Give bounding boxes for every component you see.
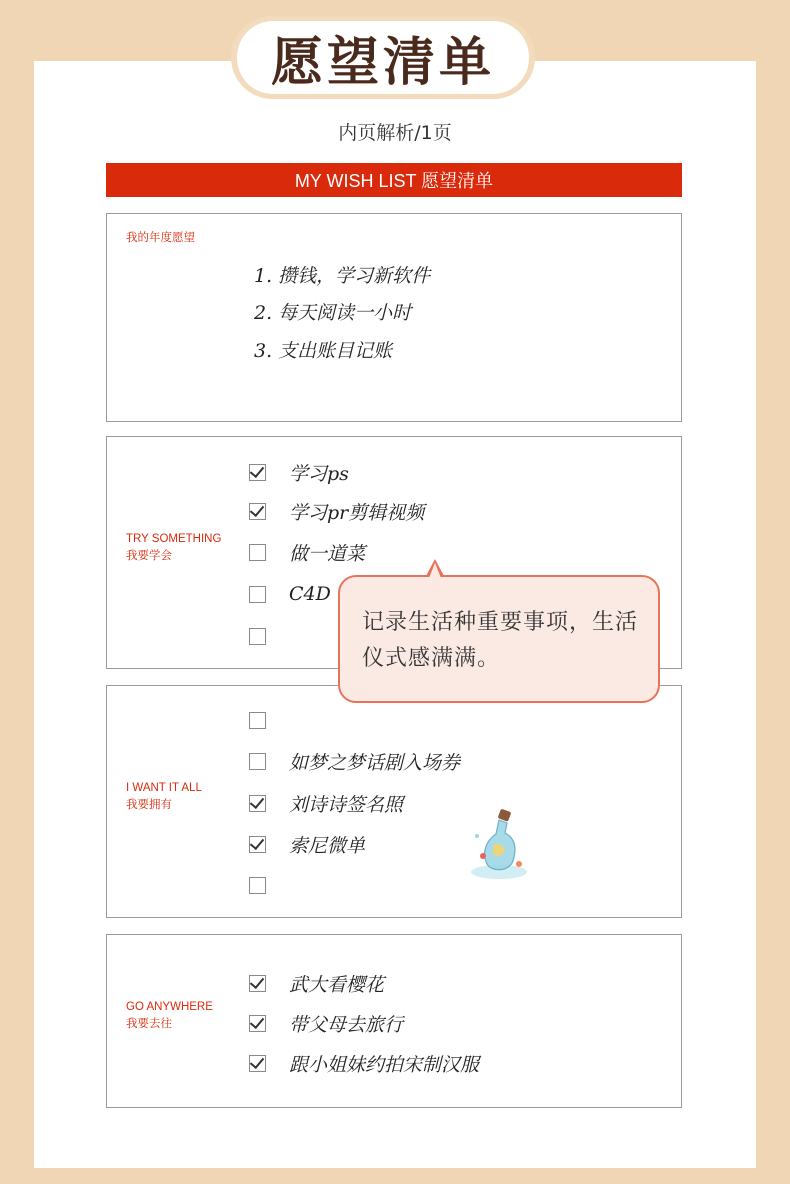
checkbox[interactable]	[249, 586, 266, 603]
section-label-en: GO ANYWHERE	[126, 1001, 213, 1013]
section-label	[126, 230, 195, 247]
checklist-item[interactable]	[249, 833, 365, 855]
checkbox[interactable]	[249, 836, 266, 853]
page-title: 愿望清单	[270, 33, 495, 93]
check-icon	[250, 501, 264, 516]
checkbox[interactable]	[249, 975, 266, 992]
section-label	[126, 999, 213, 1033]
check-icon	[250, 462, 264, 477]
check-icon	[250, 1013, 264, 1028]
checklist-item[interactable]	[249, 1052, 479, 1074]
checkbox[interactable]	[249, 544, 266, 561]
checklist-item[interactable]	[249, 500, 424, 522]
checkbox[interactable]	[249, 628, 266, 645]
item-text: 武大看樱花	[289, 973, 385, 996]
section-label-en: I WANT IT ALL	[126, 782, 202, 794]
section-label-cn: 我要去往	[126, 1018, 172, 1030]
title-badge	[231, 16, 535, 99]
wish-line: 1. 攒钱，学习新软件	[254, 265, 431, 287]
checkbox[interactable]	[249, 753, 266, 770]
section-label-en: TRY SOMETHING	[126, 533, 222, 545]
glass-bottle-icon	[469, 806, 531, 882]
page-subtitle: 内页解析/1页	[338, 122, 452, 144]
checklist-item[interactable]	[249, 625, 289, 647]
checklist-item[interactable]	[249, 709, 289, 731]
wish-line: 3. 支出账目记账	[254, 340, 393, 362]
checklist-item[interactable]	[249, 1012, 403, 1034]
bubble-text: 记录生活种重要事项，生活仪式感满满。	[362, 610, 639, 671]
checkbox[interactable]	[249, 795, 266, 812]
section-label	[126, 531, 221, 565]
item-text: C4D	[289, 583, 331, 605]
checklist-item[interactable]	[249, 792, 403, 814]
item-text: 索尼微单	[289, 834, 366, 857]
checklist-item[interactable]	[249, 874, 289, 896]
checklist-item[interactable]	[249, 541, 365, 563]
checkbox[interactable]	[249, 1015, 266, 1032]
item-text: 刘诗诗签名照	[289, 793, 404, 816]
check-icon	[250, 973, 264, 988]
section-go-anywhere	[106, 934, 682, 1108]
section-label-cn: 我的年度愿望	[126, 232, 195, 244]
item-text: 跟小姐妹约拍宋制汉服	[289, 1053, 480, 1076]
section-label	[126, 780, 202, 814]
section-label-cn: 我要拥有	[126, 799, 172, 811]
wish-list-banner: MY WISH LIST 愿望清单	[106, 163, 682, 197]
item-text: 学习pr剪辑视频	[289, 501, 425, 524]
wish-line: 2. 每天阅读一小时	[254, 302, 412, 324]
section-label-cn: 我要学会	[126, 550, 172, 562]
checklist-item[interactable]	[249, 750, 460, 772]
checkbox[interactable]	[249, 877, 266, 894]
item-text: 带父母去旅行	[289, 1013, 404, 1036]
checkbox[interactable]	[249, 712, 266, 729]
check-icon	[250, 1053, 264, 1068]
checkbox[interactable]	[249, 464, 266, 481]
item-text: 如梦之梦话剧入场券	[289, 751, 461, 774]
checkbox[interactable]	[249, 1055, 266, 1072]
item-text: 学习ps	[289, 462, 349, 485]
checklist-item[interactable]	[249, 583, 331, 605]
bubble-tail-fill	[429, 563, 441, 578]
checklist-item[interactable]	[249, 461, 349, 483]
section-want-it-all	[106, 685, 682, 918]
check-icon	[250, 793, 264, 808]
speech-bubble	[338, 575, 660, 703]
checkbox[interactable]	[249, 503, 266, 520]
check-icon	[250, 834, 264, 849]
section-annual-wish	[106, 213, 682, 422]
item-text: 做一道菜	[289, 542, 366, 565]
checklist-item[interactable]	[249, 972, 384, 994]
